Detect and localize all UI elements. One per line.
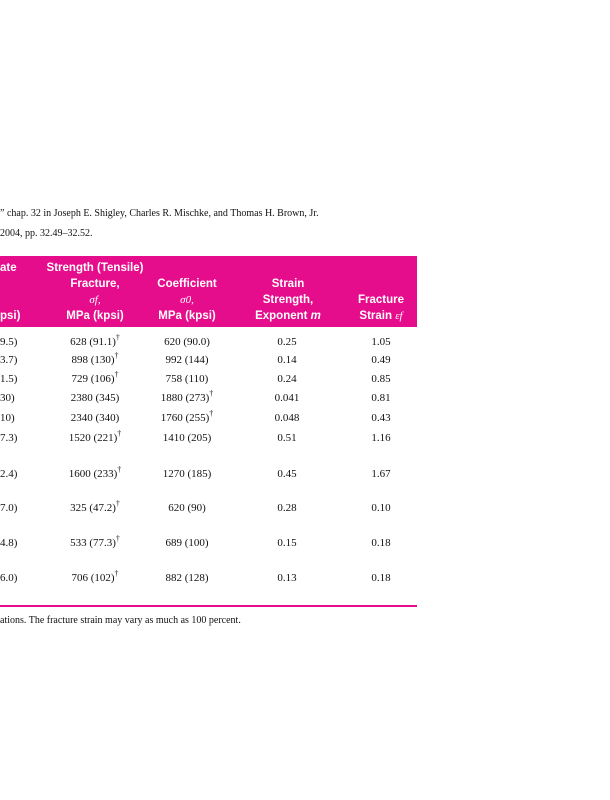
cell-clipped: 9.5) bbox=[0, 336, 18, 348]
cell-coefficient: 1760 (255)† bbox=[160, 409, 214, 424]
table-row bbox=[0, 430, 417, 446]
cell-clipped: 3.7) bbox=[0, 354, 18, 366]
header-fracture-symbol: σf, bbox=[89, 294, 101, 306]
source-citation-line-1: ” chap. 32 in Joseph E. Shigley, Charles R. Mischke, and Thomas H. Brown, Jr. bbox=[0, 208, 319, 219]
header-strain-line1: Strain bbox=[271, 278, 305, 290]
cell-fracture-strain: 1.67 bbox=[371, 468, 391, 480]
cell-exponent: 0.45 bbox=[277, 468, 297, 480]
cell-fracture-strain: 0.18 bbox=[371, 572, 391, 584]
table-row bbox=[0, 410, 417, 426]
cell-exponent: 0.041 bbox=[274, 392, 300, 404]
header-fracture-line1: Fracture, bbox=[70, 278, 120, 290]
cell-fracture: 706 (102)† bbox=[71, 569, 119, 584]
header-strain-line2: Strength, bbox=[262, 294, 314, 306]
table-row bbox=[0, 535, 417, 551]
table-row bbox=[0, 371, 417, 387]
header-clipped-top: ate bbox=[0, 262, 17, 274]
cell-fracture: 1600 (233)† bbox=[68, 465, 122, 480]
source-citation-line-2: 2004, pp. 32.49–32.52. bbox=[0, 228, 93, 239]
cell-fracture-strain: 0.49 bbox=[371, 354, 391, 366]
table-row bbox=[0, 466, 417, 482]
header-fracture-strain-line1: Fracture bbox=[357, 294, 405, 306]
cell-fracture-strain: 1.05 bbox=[371, 336, 391, 348]
cell-exponent: 0.51 bbox=[277, 432, 297, 444]
header-coefficient-symbol: σ0, bbox=[180, 294, 194, 306]
cell-fracture: 533 (77.3)† bbox=[70, 534, 120, 549]
cell-clipped: 6.0) bbox=[0, 572, 18, 584]
table-row bbox=[0, 390, 417, 406]
cell-exponent: 0.28 bbox=[277, 502, 297, 514]
cell-exponent: 0.25 bbox=[277, 336, 297, 348]
cell-exponent: 0.15 bbox=[277, 537, 297, 549]
table-row bbox=[0, 352, 417, 368]
cell-exponent: 0.048 bbox=[274, 412, 300, 424]
header-coefficient-line1: Coefficient bbox=[157, 278, 217, 290]
header-coefficient-units: MPa (kpsi) bbox=[158, 310, 216, 322]
cell-fracture-strain: 0.10 bbox=[371, 502, 391, 514]
header-clipped-bottom: psi) bbox=[0, 310, 21, 322]
header-strain-line3: Exponent m bbox=[255, 310, 321, 322]
cell-exponent: 0.24 bbox=[277, 373, 297, 385]
cell-fracture-strain: 1.16 bbox=[371, 432, 391, 444]
cell-fracture: 898 (130)† bbox=[71, 351, 119, 366]
cell-clipped: 4.8) bbox=[0, 537, 18, 549]
table-footnote: ations. The fracture strain may vary as much as 100 percent. bbox=[0, 615, 241, 626]
header-fracture-units: MPa (kpsi) bbox=[66, 310, 124, 322]
cell-coefficient: 689 (100) bbox=[165, 537, 209, 549]
cell-coefficient: 1270 (185) bbox=[162, 468, 212, 480]
header-coefficient bbox=[140, 276, 234, 324]
cell-clipped: 10) bbox=[0, 412, 15, 424]
header-fracture-strain-line2: Strain εf bbox=[359, 310, 403, 322]
cell-clipped: 7.0) bbox=[0, 502, 18, 514]
cell-fracture-strain: 0.43 bbox=[371, 412, 391, 424]
cell-fracture-strain: 0.18 bbox=[371, 537, 391, 549]
cell-fracture-strain: 0.85 bbox=[371, 373, 391, 385]
table-row bbox=[0, 570, 417, 586]
cell-clipped: 1.5) bbox=[0, 373, 18, 385]
cell-exponent: 0.14 bbox=[277, 354, 297, 366]
cell-clipped: 30) bbox=[0, 392, 15, 404]
cell-fracture: 1520 (221)† bbox=[68, 429, 122, 444]
cell-fracture: 628 (91.1)† bbox=[70, 333, 120, 348]
cell-coefficient: 882 (128) bbox=[165, 572, 209, 584]
table-row bbox=[0, 334, 417, 350]
header-fracture bbox=[50, 276, 140, 324]
header-group-label: Strength (Tensile) bbox=[46, 262, 144, 274]
cell-exponent: 0.13 bbox=[277, 572, 297, 584]
header-strain-strength bbox=[244, 276, 332, 324]
cell-clipped: 7.3) bbox=[0, 432, 18, 444]
table-row bbox=[0, 500, 417, 516]
cell-coefficient: 1880 (273)† bbox=[160, 389, 214, 404]
header-fracture-strain bbox=[346, 292, 416, 324]
cell-fracture: 2380 (345) bbox=[70, 392, 120, 404]
cell-fracture: 2340 (340) bbox=[70, 412, 120, 424]
cell-coefficient: 758 (110) bbox=[165, 373, 209, 385]
cell-coefficient: 620 (90.0) bbox=[164, 336, 210, 348]
table-bottom-rule bbox=[0, 605, 417, 607]
cell-fracture: 325 (47.2)† bbox=[70, 499, 120, 514]
cell-fracture: 729 (106)† bbox=[71, 370, 119, 385]
cell-coefficient: 992 (144) bbox=[165, 354, 209, 366]
cell-clipped: 2.4) bbox=[0, 468, 18, 480]
cell-fracture-strain: 0.81 bbox=[371, 392, 391, 404]
cell-coefficient: 1410 (205) bbox=[162, 432, 212, 444]
cell-coefficient: 620 (90) bbox=[168, 502, 206, 514]
